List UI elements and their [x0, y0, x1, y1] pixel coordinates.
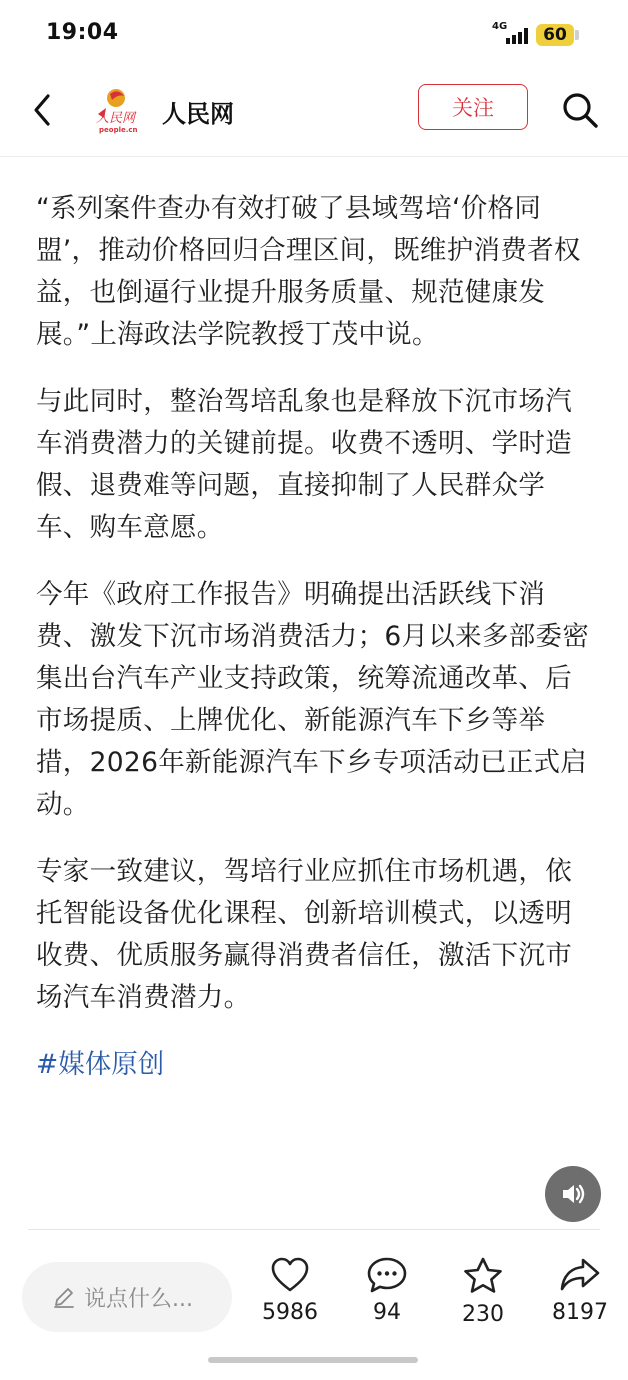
divider [28, 1229, 600, 1230]
topic-tag[interactable]: #媒体原创 [36, 1049, 165, 1080]
audio-read-button[interactable] [545, 1166, 601, 1222]
comment-count: 94 [373, 1300, 401, 1325]
comment-button[interactable] [347, 1256, 427, 1325]
article-paragraph: “系列案件查办有效打破了县域驾培‘价格同盟’，推动价格回归合理区间，既维护消费者权益，也倒逼行业提升服务质量、规范健康发展。”上海政法学院教授丁茂中说。 [36, 193, 581, 350]
follow-button[interactable]: 关注 [418, 84, 528, 130]
clock: 19:04 [46, 20, 119, 45]
battery-icon [536, 24, 574, 46]
site-name: 人民网 [162, 100, 234, 128]
share-button[interactable] [540, 1256, 620, 1325]
share-arrow-icon [559, 1256, 601, 1294]
share-count: 8197 [552, 1300, 608, 1325]
article-paragraph: 今年《政府工作报告》明确提出活跃线下消费、激发下沉市场消费活力；6月以来多部委密集出台汽车产业支持政策，统筹流通改革、后市场提质、上牌优化、新能源汽车下乡等举措，2026年新能源汽车下乡专项活动已正式启动。 [36, 579, 590, 820]
article-body [36, 188, 596, 1086]
search-icon[interactable] [560, 90, 600, 130]
app-header [0, 72, 628, 157]
star-icon [462, 1256, 504, 1296]
battery-level: 60 [543, 25, 567, 45]
comment-input[interactable] [22, 1262, 232, 1332]
status-bar [0, 0, 628, 72]
network-type: 4G [492, 21, 508, 32]
like-count: 5986 [262, 1300, 318, 1325]
favorite-count: 230 [462, 1302, 504, 1327]
article-paragraph: 与此同时，整治驾培乱象也是释放下沉市场汽车消费潜力的关键前提。收费不透明、学时造假、退费难等问题，直接抑制了人民群众学车、购车意愿。 [36, 386, 572, 543]
heart-icon [270, 1256, 310, 1294]
article-paragraph: 专家一致建议，驾培行业应抓住市场机遇，依托智能设备优化课程、创新培训模式，以透明收费、优质服务赢得消费者信任，激活下沉市场汽车消费潜力。 [36, 856, 572, 1013]
svg-text:people.cn: people.cn [99, 126, 138, 134]
signal-icon [506, 26, 532, 44]
comment-placeholder: 说点什么... [84, 1286, 193, 1312]
svg-text:人民网: 人民网 [96, 111, 136, 126]
home-indicator[interactable] [208, 1357, 418, 1363]
pencil-icon [52, 1285, 76, 1309]
like-button[interactable] [250, 1256, 330, 1325]
speaker-icon [558, 1179, 588, 1209]
battery-tip [575, 30, 579, 40]
back-arrow-icon[interactable] [28, 90, 56, 130]
comment-bubble-icon [366, 1256, 408, 1294]
people-daily-logo [92, 84, 144, 136]
favorite-button[interactable] [443, 1256, 523, 1327]
